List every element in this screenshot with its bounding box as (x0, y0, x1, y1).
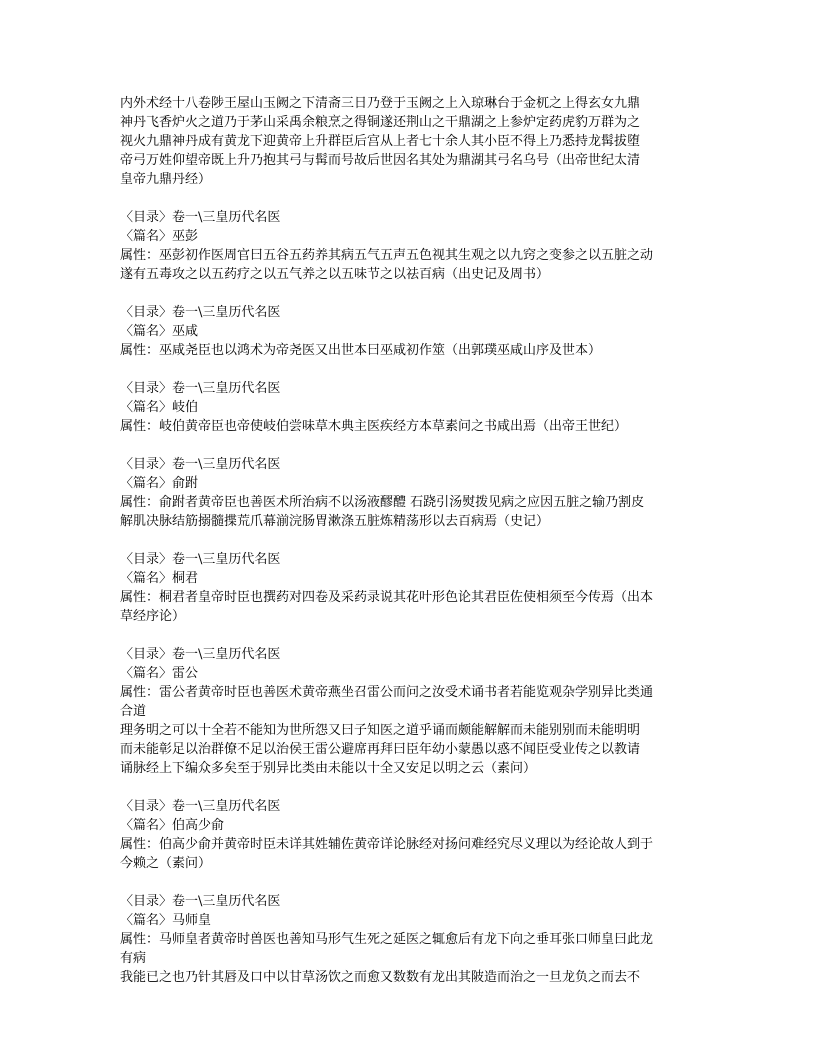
entry-catalog: 〈目录〉卷一\三皇历代名医 (120, 552, 281, 567)
entry-text-line: 草经序论） (120, 609, 186, 624)
entry-text-line: 有病 (120, 951, 147, 966)
entry-text-line: 属性：马师皇者黄帝时兽医也善知马形气生死之延医之辄愈后有龙下向之垂耳张口师皇曰此龙 (120, 932, 654, 947)
entry-text-line: 属性：桐君者皇帝时臣也撰药对四卷及采药录说其花叶形色论其君臣佐使相须至今传焉（出本 (120, 590, 654, 605)
entry-text-line: 属性：巫彭初作医周官曰五谷五药养其病五气五声五色视其生观之以九窍之变参之以五脏之动 (120, 248, 654, 263)
entry-title: 〈篇名〉岐伯 (120, 400, 199, 415)
entry-text-line: 属性：俞跗者黄帝臣也善医术所治病不以汤液醪醴 石跷引汤熨拨见病之应因五脏之输乃割皮 (120, 495, 645, 510)
intro-line: 神丹飞香炉火之道乃于茅山采禹余粮烹之得铜遂还荆山之干鼎湖之上参炉定药虎豹万群为之 (120, 115, 641, 130)
intro-line: 帝弓万姓仰望帝既上升乃抱其弓与髯而号故后世因名其处为鼎湖其弓名乌号（出帝世纪太清 (120, 153, 641, 168)
entry (120, 550, 700, 626)
entry (120, 455, 700, 531)
entry-title: 〈篇名〉伯高少俞 (120, 818, 225, 833)
entry-text-line: 属性：岐伯黄帝臣也帝使岐伯尝味草木典主医疾经方本草素问之书咸出焉（出帝王世纪） (120, 419, 628, 434)
entry-text-line: 合道 (120, 704, 147, 719)
entry-title: 〈篇名〉马师皇 (120, 913, 212, 928)
entry (120, 208, 700, 284)
entry-text-line: 诵脉经上下编众多矣至于别异比类由未能以十全又安足以明之云（素问） (120, 761, 537, 776)
entry-text-line: 我能已之也乃针其唇及口中以甘草汤饮之而愈又数数有龙出其陂造而治之一旦龙负之而去不 (120, 970, 641, 985)
entry-title: 〈篇名〉俞跗 (120, 476, 199, 491)
entry-text-line: 而未能彰足以治群僚不足以治侯王雷公避席再拜曰臣年幼小蒙愚以惑不闻臣受业传之以教请 (120, 742, 641, 757)
entry-text-line: 属性：伯高少俞并黄帝时臣未详其姓辅佐黄帝详论脉经对扬问难经究尽义理以为经论故人到于 (120, 837, 654, 852)
entry-catalog: 〈目录〉卷一\三皇历代名医 (120, 799, 281, 814)
entry-text-line: 遂有五毒攻之以五药疗之以五气养之以五味节之以祛百病（出史记及周书） (120, 267, 550, 282)
entry-catalog: 〈目录〉卷一\三皇历代名医 (120, 647, 281, 662)
entry-text-line: 属性：雷公者黄帝时臣也善医术黄帝燕坐召雷公而问之汝受术诵书者若能览观杂学别异比类通 (120, 685, 654, 700)
entry (120, 645, 700, 778)
entry-title: 〈篇名〉巫咸 (120, 324, 199, 339)
intro-line: 皇帝九鼎丹经） (120, 172, 212, 187)
entry-title: 〈篇名〉雷公 (120, 666, 199, 681)
intro-paragraph (120, 94, 700, 189)
entry-catalog: 〈目录〉卷一\三皇历代名医 (120, 210, 281, 225)
intro-line: 视火九鼎神丹成有黄龙下迎黄帝上升群臣后宫从上者七十余人其小臣不得上乃悉持龙髯拔堕 (120, 134, 641, 149)
entry-catalog: 〈目录〉卷一\三皇历代名医 (120, 305, 281, 320)
entry-text-line: 解肌决脉结筋搦髓揲荒爪幕湔浣肠胃漱涤五脏炼精荡形以去百病焉（史记） (120, 514, 550, 529)
entry (120, 892, 700, 987)
entry-title: 〈篇名〉桐君 (120, 571, 199, 586)
entry (120, 303, 700, 360)
document-page (120, 94, 700, 987)
entry-text-line: 理务明之可以十全若不能知为世所怨又曰子知医之道乎诵而颇能解解而未能别别而未能明明 (120, 723, 641, 738)
entry-text-line: 今赖之（素问） (120, 856, 212, 871)
entry-title: 〈篇名〉巫彭 (120, 229, 199, 244)
intro-line: 内外术经十八卷陟王屋山玉阙之下清斋三日乃登于玉阙之上入琼琳台于金杌之上得玄女九鼎 (120, 96, 641, 111)
entry-text-line: 属性：巫咸尧臣也以鸿术为帝尧医又出世本曰巫咸初作筮（出郭璞巫咸山序及世本） (120, 343, 602, 358)
entries-list (120, 208, 700, 987)
entry-catalog: 〈目录〉卷一\三皇历代名医 (120, 457, 281, 472)
entry (120, 379, 700, 436)
entry-catalog: 〈目录〉卷一\三皇历代名医 (120, 894, 281, 909)
entry-catalog: 〈目录〉卷一\三皇历代名医 (120, 381, 281, 396)
entry (120, 797, 700, 873)
